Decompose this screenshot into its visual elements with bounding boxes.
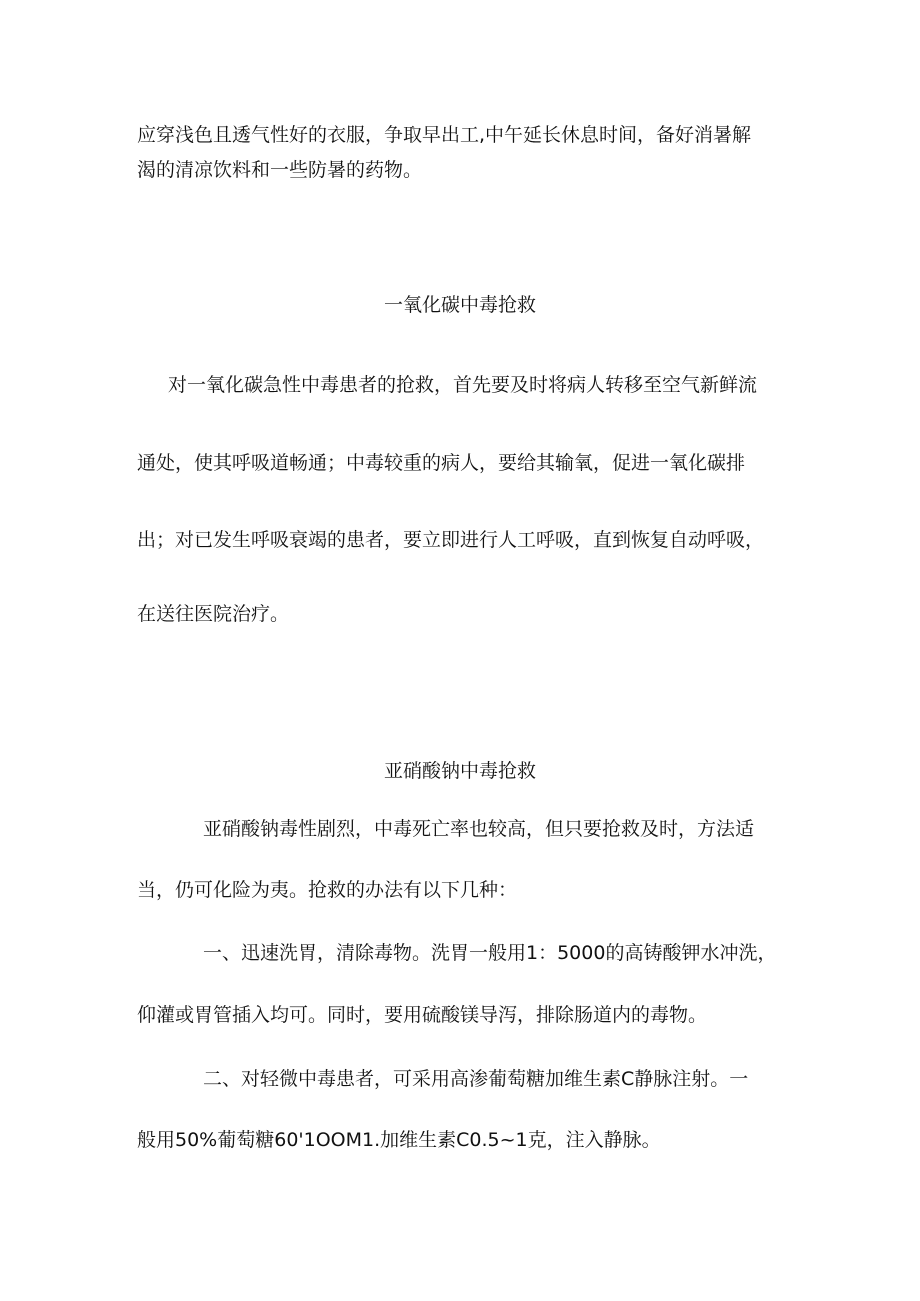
co-paragraph-line-1: 对一氧化碳急性中毒患者的抢救，首先要及时将病人转移至空气新鲜流 — [168, 374, 758, 396]
section-title-co: 一氧化碳中毒抢救 — [383, 294, 536, 316]
co-paragraph-line-3: 出；对已发生呼吸衰竭的患者，要立即进行人工呼吸，直到恢复自动呼吸， — [137, 529, 765, 551]
nitrite-item-1-line-2: 仰灌或胃管插入均可。同时，要用硫酸镁导泻，排除肠道内的毒物。 — [137, 1004, 708, 1026]
nitrite-item-1-line-1: 一、迅速洗胃，清除毒物。洗胃一般用1：5000的高铸酸钾水冲洗， — [203, 942, 777, 964]
intro-line-2: 渴的清凉饮料和一些防暑的药物。 — [137, 159, 423, 181]
co-paragraph-line-2: 通处，使其呼吸道畅通；中毒较重的病人，要给其输氧，促进一氧化碳排 — [137, 452, 746, 474]
co-paragraph-line-4: 在送往医院治疗。 — [137, 603, 290, 625]
nitrite-item-2-line-1: 二、对轻微中毒患者，可采用高渗葡萄糖加维生素C静脉注射。一 — [203, 1068, 749, 1090]
section-title-nitrite: 亚硝酸钠中毒抢救 — [383, 760, 536, 782]
nitrite-item-2-line-2: 般用50%葡萄糖60'1OOM1.加维生素C0.5~1克，注入静脉。 — [137, 1129, 661, 1151]
intro-line-1: 应穿浅色且透气性好的衣服，争取早出工,中午延长休息时间，备好消暑解 — [137, 124, 752, 146]
nitrite-paragraph-line-2: 当，仍可化险为夷。抢救的办法有以下几种： — [137, 879, 518, 901]
nitrite-paragraph-line-1: 亚硝酸钠毒性剧烈，中毒死亡率也较高，但只要抢救及时，方法适 — [203, 818, 755, 840]
